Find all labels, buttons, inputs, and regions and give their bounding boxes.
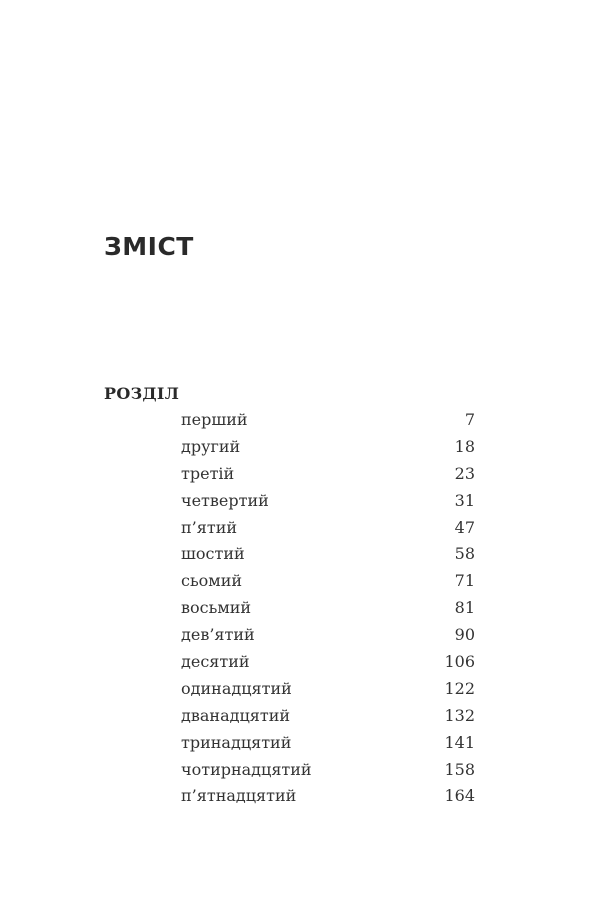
toc-entry-page-number: 132 <box>444 705 475 725</box>
toc-entry-page-number: 90 <box>454 625 475 645</box>
toc-entry-label: четвертий <box>181 490 269 510</box>
toc-entry-page-number: 58 <box>454 544 475 564</box>
toc-entry-page-number: 18 <box>454 436 475 456</box>
section-heading: РОЗДІЛ <box>104 384 180 403</box>
toc-entry-label: одинадцятий <box>181 678 292 698</box>
table-of-contents <box>181 407 475 810</box>
toc-entry-label: п’ятнадцятий <box>181 786 297 806</box>
toc-entry-page-number: 31 <box>454 490 475 510</box>
toc-entry-page-number: 141 <box>444 732 475 752</box>
toc-entry-page-number: 47 <box>454 517 475 537</box>
toc-entry-label: дванадцятий <box>181 705 291 725</box>
toc-entry-page-number: 122 <box>444 678 475 698</box>
toc-entry-page-number: 7 <box>464 410 475 429</box>
toc-entry-page-number: 106 <box>444 652 475 672</box>
toc-entry-label: дев’ятий <box>181 625 255 645</box>
toc-entry <box>181 407 475 434</box>
toc-entry <box>181 515 475 542</box>
toc-entry <box>181 568 475 595</box>
toc-entry <box>181 757 475 784</box>
toc-entry-label: чотирнадцятий <box>181 759 312 779</box>
toc-entry-label: перший <box>181 410 248 429</box>
toc-entry <box>181 730 475 757</box>
toc-entry <box>181 676 475 703</box>
toc-entry <box>181 434 475 461</box>
toc-entry <box>181 703 475 730</box>
toc-entry-label: другий <box>181 436 241 456</box>
toc-entry <box>181 622 475 649</box>
toc-entry-page-number: 71 <box>454 571 475 591</box>
toc-entry-label: восьмий <box>181 598 252 618</box>
toc-entry-label: шостий <box>181 544 245 564</box>
toc-entry <box>181 461 475 488</box>
toc-entry <box>181 783 475 810</box>
toc-entry-page-number: 81 <box>454 598 475 618</box>
toc-entry <box>181 488 475 515</box>
toc-entry-page-number: 164 <box>444 786 475 806</box>
toc-entry-page-number: 23 <box>454 463 475 483</box>
toc-entry-label: п’ятий <box>181 517 238 537</box>
toc-entry-label: сьомий <box>181 571 243 591</box>
page-title: ЗМІСТ <box>104 232 194 261</box>
toc-entry-label: третій <box>181 463 235 483</box>
toc-entry <box>181 649 475 676</box>
toc-entry-page-number: 158 <box>444 759 475 779</box>
toc-entry-label: десятий <box>181 652 250 672</box>
toc-entry-label: тринадцятий <box>181 732 292 752</box>
toc-entry <box>181 595 475 622</box>
toc-entry <box>181 541 475 568</box>
